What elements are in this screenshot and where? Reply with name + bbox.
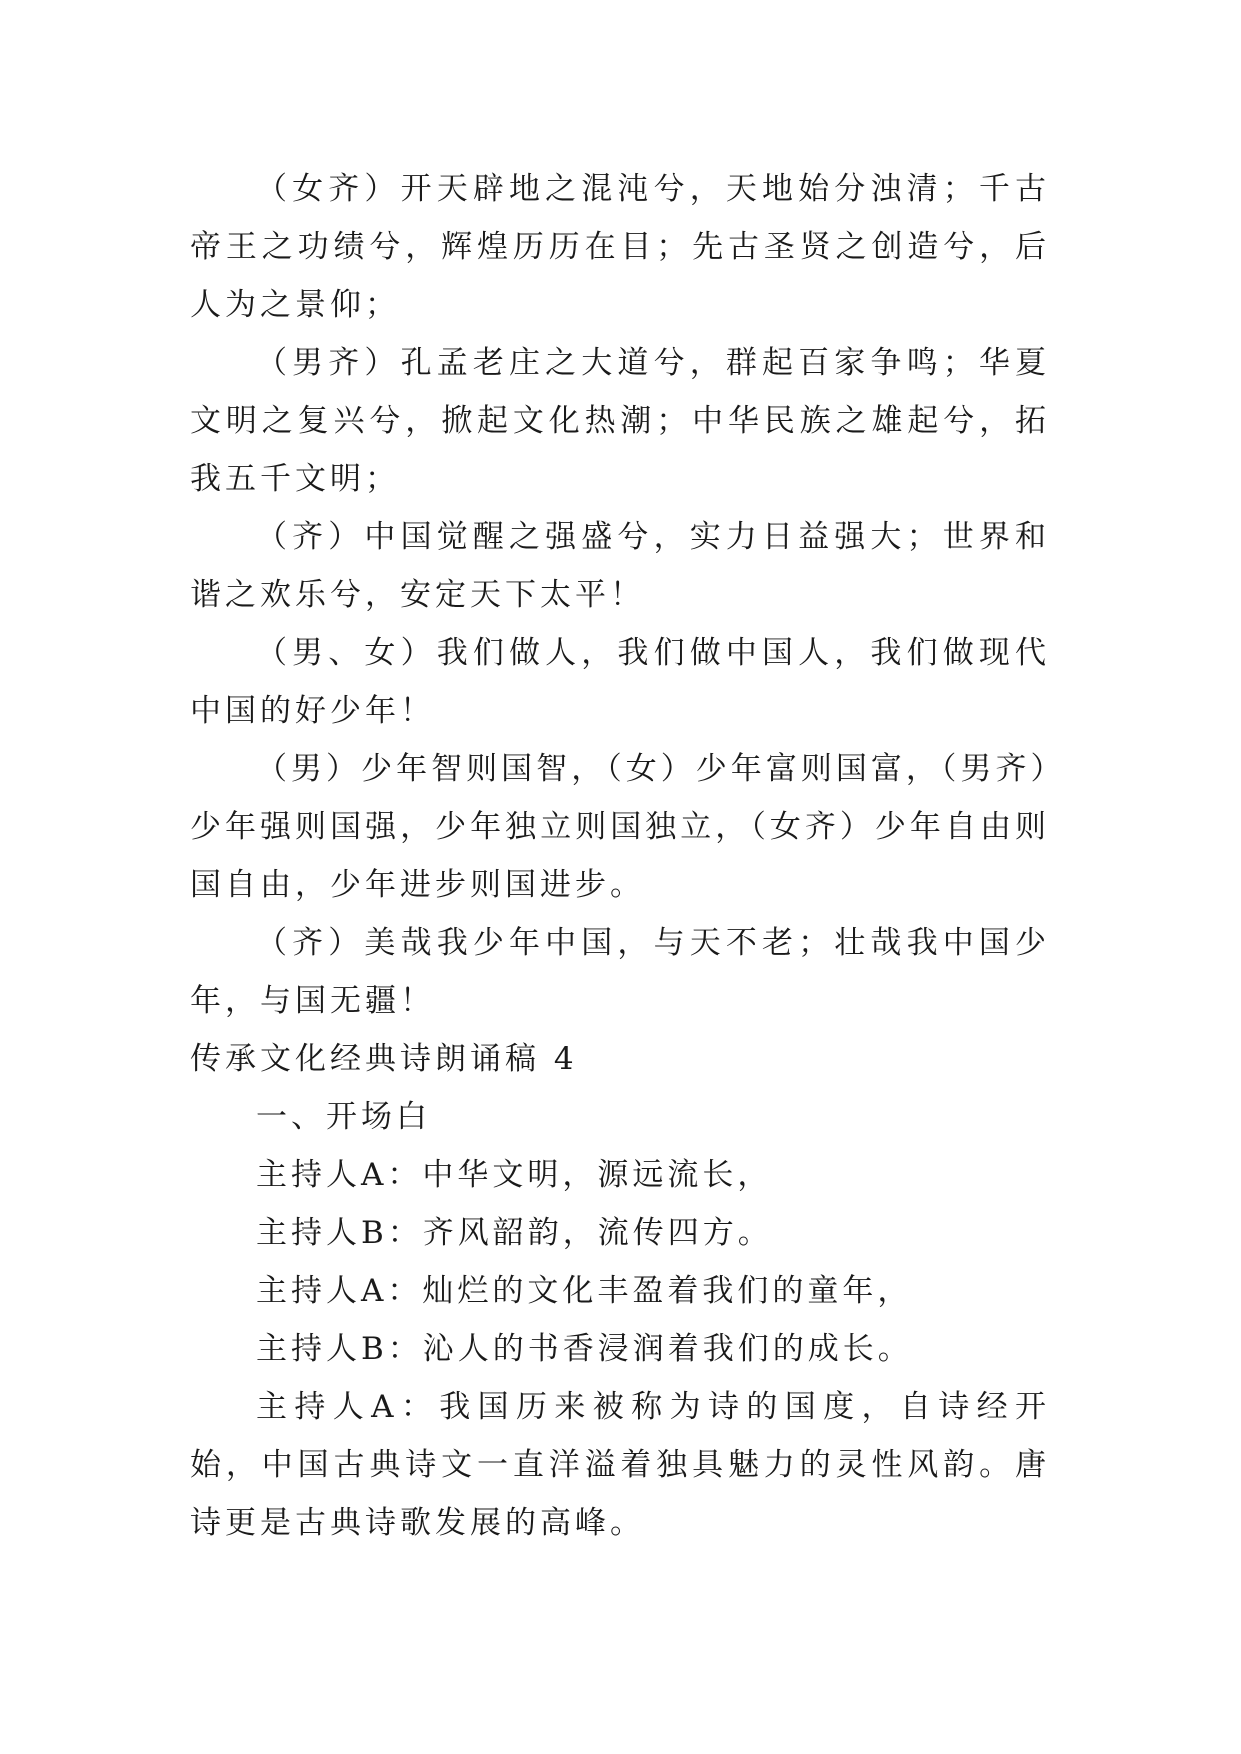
paragraph: 一、开场白 — [256, 1099, 431, 1135]
paragraph: 主持人B：沁人的书香浸润着我们的成长。 — [256, 1331, 913, 1367]
paragraph: 主持人B：齐风韶韵，流传四方。 — [256, 1215, 773, 1251]
paragraph: 主持人A：灿烂的文化丰盈着我们的童年， — [256, 1273, 913, 1309]
paragraph: 主持人A：中华文明，源远流长， — [256, 1157, 773, 1193]
paragraph: （男、女）我们做人，我们做中国人，我们做现代中国的好少年！ — [190, 635, 1050, 729]
paragraph: （女齐）开天辟地之混沌兮，天地始分浊清；千古帝王之功绩兮，辉煌历历在目；先古圣贤之创造兮，后人为之景仰； — [190, 171, 1050, 323]
paragraph: （齐）美哉我少年中国，与天不老；壮哉我中国少年，与国无疆！ — [190, 925, 1050, 1019]
paragraph: （齐）中国觉醒之强盛兮，实力日益强大；世界和谐之欢乐兮，安定天下太平！ — [190, 519, 1050, 613]
paragraph: （男）少年智则国智，（女）少年富则国富，（男齐）少年强则国强，少年独立则国独立，（女齐）少年自由则国自由，少年进步则国进步。 — [190, 751, 1050, 903]
section-title: 传承文化经典诗朗诵稿 4 — [190, 1041, 578, 1077]
paragraph: 主持人A：我国历来被称为诗的国度，自诗经开始，中国古典诗文一直洋溢着独具魅力的灵性风韵。唐诗更是古典诗歌发展的高峰。 — [190, 1389, 1050, 1541]
paragraph: （男齐）孔孟老庄之大道兮，群起百家争鸣；华夏文明之复兴兮，掀起文化热潮；中华民族之雄起兮，拓我五千文明； — [190, 345, 1050, 497]
document-page — [190, 160, 1050, 1552]
